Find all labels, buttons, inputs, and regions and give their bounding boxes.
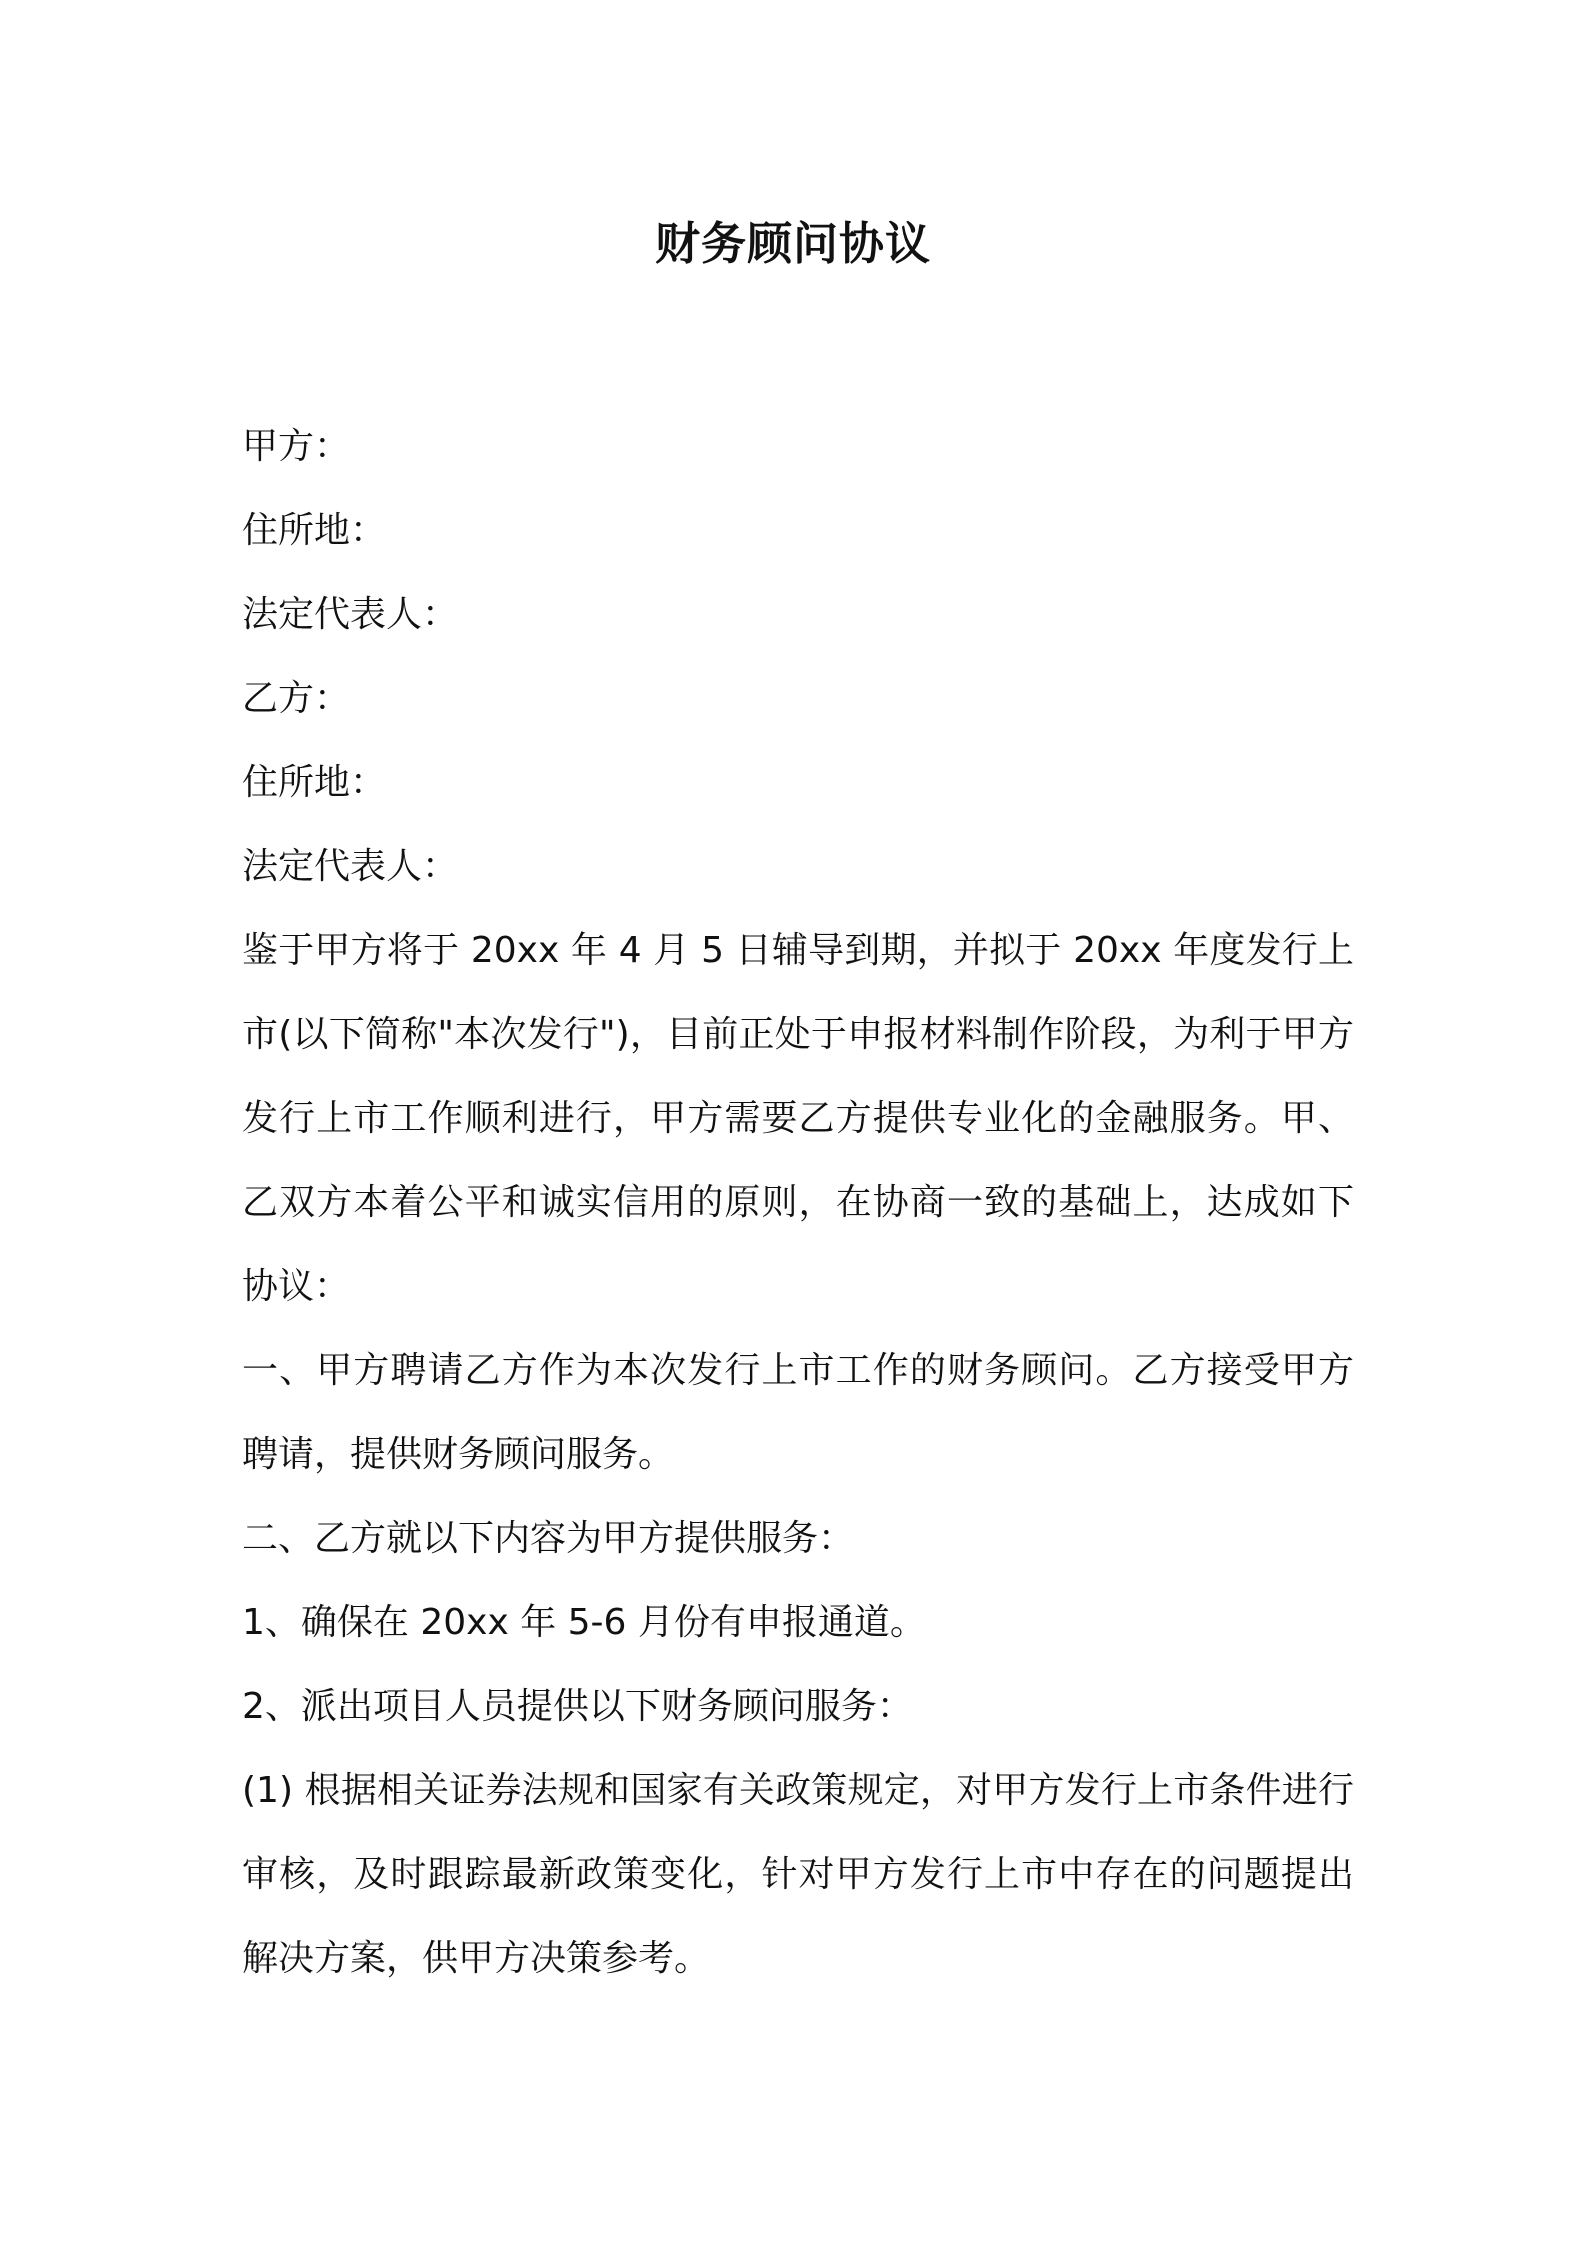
document-title: 财务顾问协议 <box>654 217 931 270</box>
clause-one-paragraph: 一、甲方聘请乙方作为本次发行上市工作的财务顾问。乙方接受甲方聘请，提供财务顾问服务。 <box>242 1350 1354 1475</box>
party-b-address-label: 住所地： <box>242 762 387 803</box>
document-body <box>242 405 1354 2001</box>
party-a-representative-label: 法定代表人： <box>242 594 459 635</box>
party-b-label: 乙方： <box>242 678 351 719</box>
clause-two-paragraph: 二、乙方就以下内容为甲方提供服务： <box>242 1518 855 1559</box>
party-b-representative-label: 法定代表人： <box>242 846 459 887</box>
sub-item-one-paragraph: (1) 根据相关证券法规和国家有关政策规定，对甲方发行上市条件进行审核，及时跟踪最新政策变化，针对甲方发行上市中存在的问题提出解决方案，供甲方决策参考。 <box>242 1770 1354 1979</box>
item-one-paragraph: 1、确保在 20xx 年 5-6 月份有申报通道。 <box>242 1602 926 1643</box>
item-two-paragraph: 2、派出项目人员提供以下财务顾问服务： <box>242 1686 913 1727</box>
party-a-label: 甲方： <box>242 426 351 467</box>
party-a-address-label: 住所地： <box>242 510 387 551</box>
preamble-paragraph: 鉴于甲方将于 20xx 年 4 月 5 日辅导到期，并拟于 20xx 年度发行上市(以下简称"本次发行")，目前正处于申报材料制作阶段，为利于甲方发行上市工作顺利进行，甲方需要乙方提供专业化的金融服务。甲、乙双方本着公平和诚实信用的原则，在协商一致的基础上，达成如下协议： <box>242 930 1354 1307</box>
